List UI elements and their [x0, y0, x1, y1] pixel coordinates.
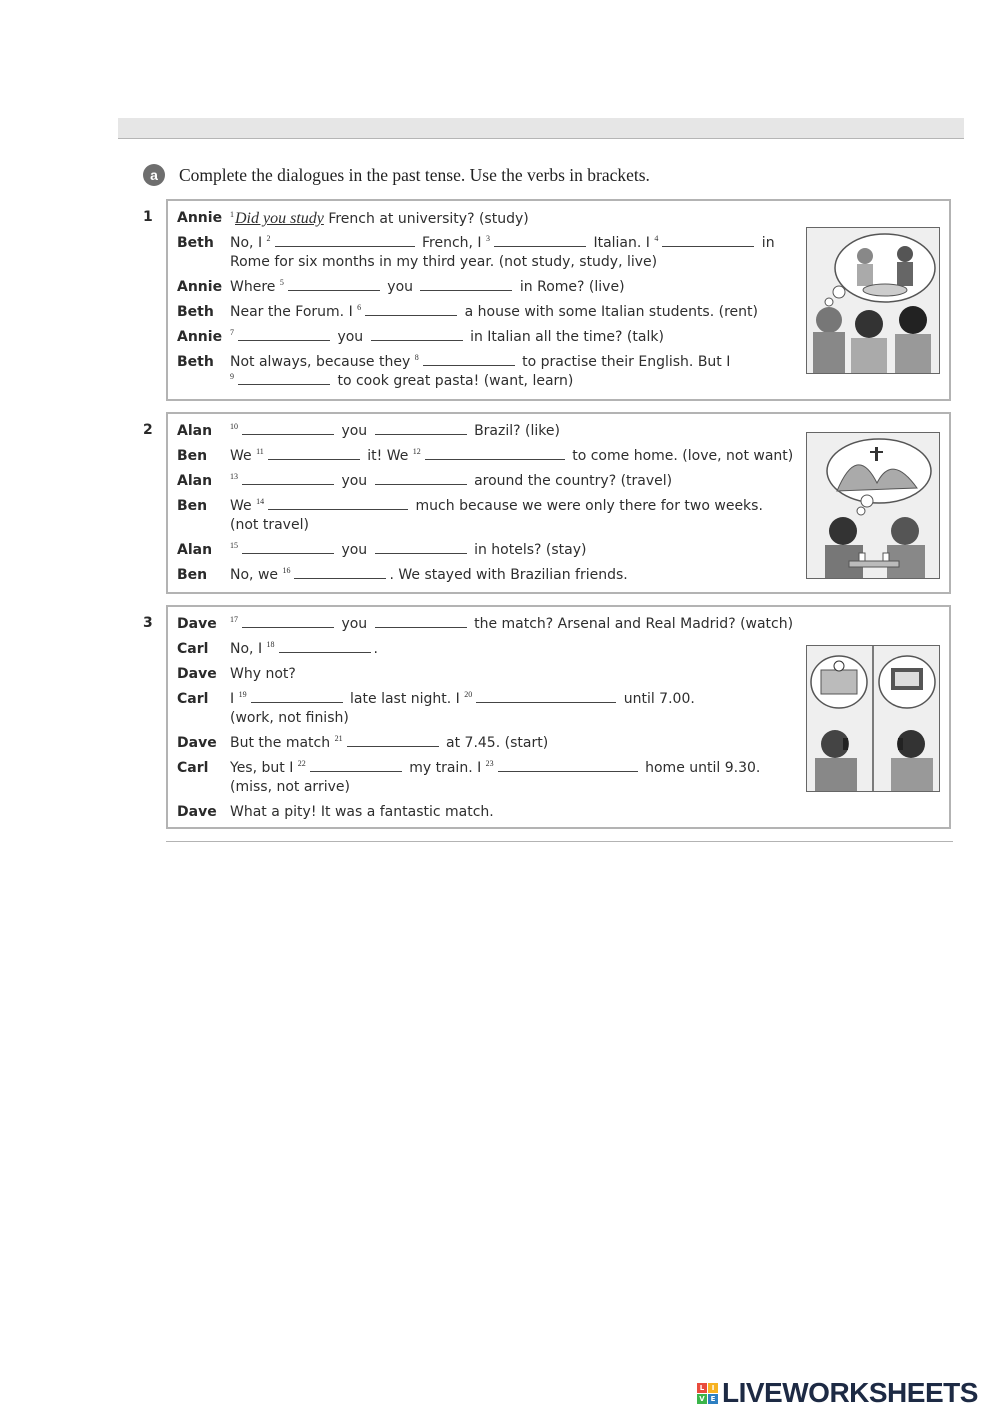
answer-blank[interactable] [242, 472, 334, 485]
speaker: Dave [177, 616, 217, 632]
logo-letter: L [697, 1383, 707, 1393]
dialogue-line-cont: (not travel) [230, 517, 309, 533]
dialogue-number-2: 2 [143, 422, 153, 438]
brazil-illustration [806, 432, 940, 579]
answer-blank[interactable] [242, 615, 334, 628]
header-band [118, 118, 964, 138]
logo-text: LIVEWORKSHEETS [722, 1377, 978, 1408]
answer-blank[interactable] [268, 497, 408, 510]
logo-letter: E [708, 1394, 718, 1404]
answer-blank[interactable] [375, 541, 467, 554]
dialogue-line: No, we $^{16}$ . We stayed with Brazilian friends. [230, 566, 628, 583]
students-illustration [806, 227, 940, 374]
speaker: Beth [177, 304, 214, 320]
dialogue-line-cont: $^9$ to cook great pasta! (want, learn) [230, 372, 574, 389]
answer-blank[interactable] [275, 234, 415, 247]
dialogue-line: I $^{19}$ late last night. I $^{20}$ until 7.00. [230, 690, 695, 707]
speaker: Carl [177, 641, 209, 657]
dialogue-number-1: 1 [143, 209, 153, 225]
speaker: Ben [177, 498, 208, 514]
dialogue-line: Near the Forum. I $^6$ a house with some Italian students. (rent) [230, 303, 758, 320]
answer-blank[interactable] [375, 472, 467, 485]
instruction-text: Complete the dialogues in the past tense. Use the verbs in brackets. [179, 164, 650, 185]
speaker: Annie [177, 329, 223, 345]
logo-letter: V [697, 1394, 707, 1404]
dialogue-line-cont: (work, not finish) [230, 710, 349, 726]
dialogue-line: No, I $^2$ French, I $^3$ Italian. I $^4$ in [230, 234, 775, 251]
dialogue-line-cont: (miss, not arrive) [230, 779, 350, 795]
answer-blank[interactable] [371, 328, 463, 341]
speaker: Ben [177, 448, 208, 464]
answer-blank[interactable] [242, 541, 334, 554]
speaker: Alan [177, 423, 213, 439]
dialogue-box-1 [166, 199, 951, 401]
speaker: Carl [177, 760, 209, 776]
speaker: Alan [177, 542, 213, 558]
speaker: Carl [177, 691, 209, 707]
dialogue-line: We $^{14}$ much because we were only there for two weeks. [230, 497, 763, 514]
answer-blank[interactable] [365, 303, 457, 316]
dialogue-box-3 [166, 605, 951, 829]
speaker: Beth [177, 235, 214, 251]
answer-blank[interactable] [347, 734, 439, 747]
speaker: Annie [177, 279, 223, 295]
answer-blank[interactable] [375, 615, 467, 628]
dialogue-line: Not always, because they $^8$ to practise their English. But I [230, 353, 731, 370]
answer-blank[interactable] [476, 690, 616, 703]
answer-blank[interactable] [310, 759, 402, 772]
answer-blank[interactable] [268, 447, 360, 460]
speaker: Dave [177, 666, 217, 682]
answer-blank[interactable] [494, 234, 586, 247]
answer-blank[interactable] [420, 278, 512, 291]
answer-blank[interactable] [238, 328, 330, 341]
blank-number: 1 [230, 210, 234, 219]
speaker: Dave [177, 735, 217, 751]
dialogue-line: No, I $^{18}$ . [230, 640, 378, 657]
speaker: Dave [177, 804, 217, 820]
dialogue-line: Why not? [230, 666, 296, 682]
example-answer: Did you study [235, 210, 324, 227]
dialogue-line-cont: Rome for six months in my third year. (not study, study, live) [230, 254, 658, 270]
header-rule [118, 138, 964, 139]
answer-blank[interactable] [423, 353, 515, 366]
dialogue-line: Where $^5$ you in Rome? (live) [230, 278, 625, 295]
dialogue-line: $^{17}$ you the match? Arsenal and Real Madrid? (watch) [230, 615, 794, 632]
speaker: Beth [177, 354, 214, 370]
speaker: Annie [177, 210, 223, 226]
answer-blank[interactable] [238, 372, 330, 385]
dialogue-line: $^7$ you in Italian all the time? (talk) [230, 328, 664, 345]
phone-call-illustration [806, 645, 940, 792]
dialogue-line: $^{10}$ you Brazil? (like) [230, 422, 560, 439]
answer-blank[interactable] [294, 566, 386, 579]
answer-blank[interactable] [279, 640, 371, 653]
answer-blank[interactable] [375, 422, 467, 435]
answer-blank[interactable] [498, 759, 638, 772]
answer-blank[interactable] [251, 690, 343, 703]
exercise-badge: a [143, 164, 165, 186]
dialogue-line: Yes, but I $^{22}$ my train. I $^{23}$ home until 9.30. [230, 759, 761, 776]
dialogue-line: What a pity! It was a fantastic match. [230, 804, 494, 820]
speaker: Ben [177, 567, 208, 583]
liveworksheets-logo [697, 1378, 978, 1408]
answer-blank[interactable] [662, 234, 754, 247]
answer-blank[interactable] [425, 447, 565, 460]
dialogue-line: $^{15}$ you in hotels? (stay) [230, 541, 587, 558]
dialogue-line: We $^{11}$ it! We $^{12}$ to come home. (love, not want) [230, 447, 794, 464]
dialogue-line: $^1$Did you study French at university? (study) [230, 210, 529, 227]
bottom-rule [166, 841, 953, 842]
logo-icon [697, 1383, 718, 1404]
answer-blank[interactable] [288, 278, 380, 291]
dialogue-line: $^{13}$ you around the country? (travel) [230, 472, 673, 489]
dialogue-number-3: 3 [143, 615, 153, 631]
logo-letter: I [708, 1383, 718, 1393]
speaker: Alan [177, 473, 213, 489]
dialogue-line: But the match $^{21}$ at 7.45. (start) [230, 734, 549, 751]
instruction [143, 162, 650, 188]
dialogue-box-2 [166, 412, 951, 594]
answer-blank[interactable] [242, 422, 334, 435]
